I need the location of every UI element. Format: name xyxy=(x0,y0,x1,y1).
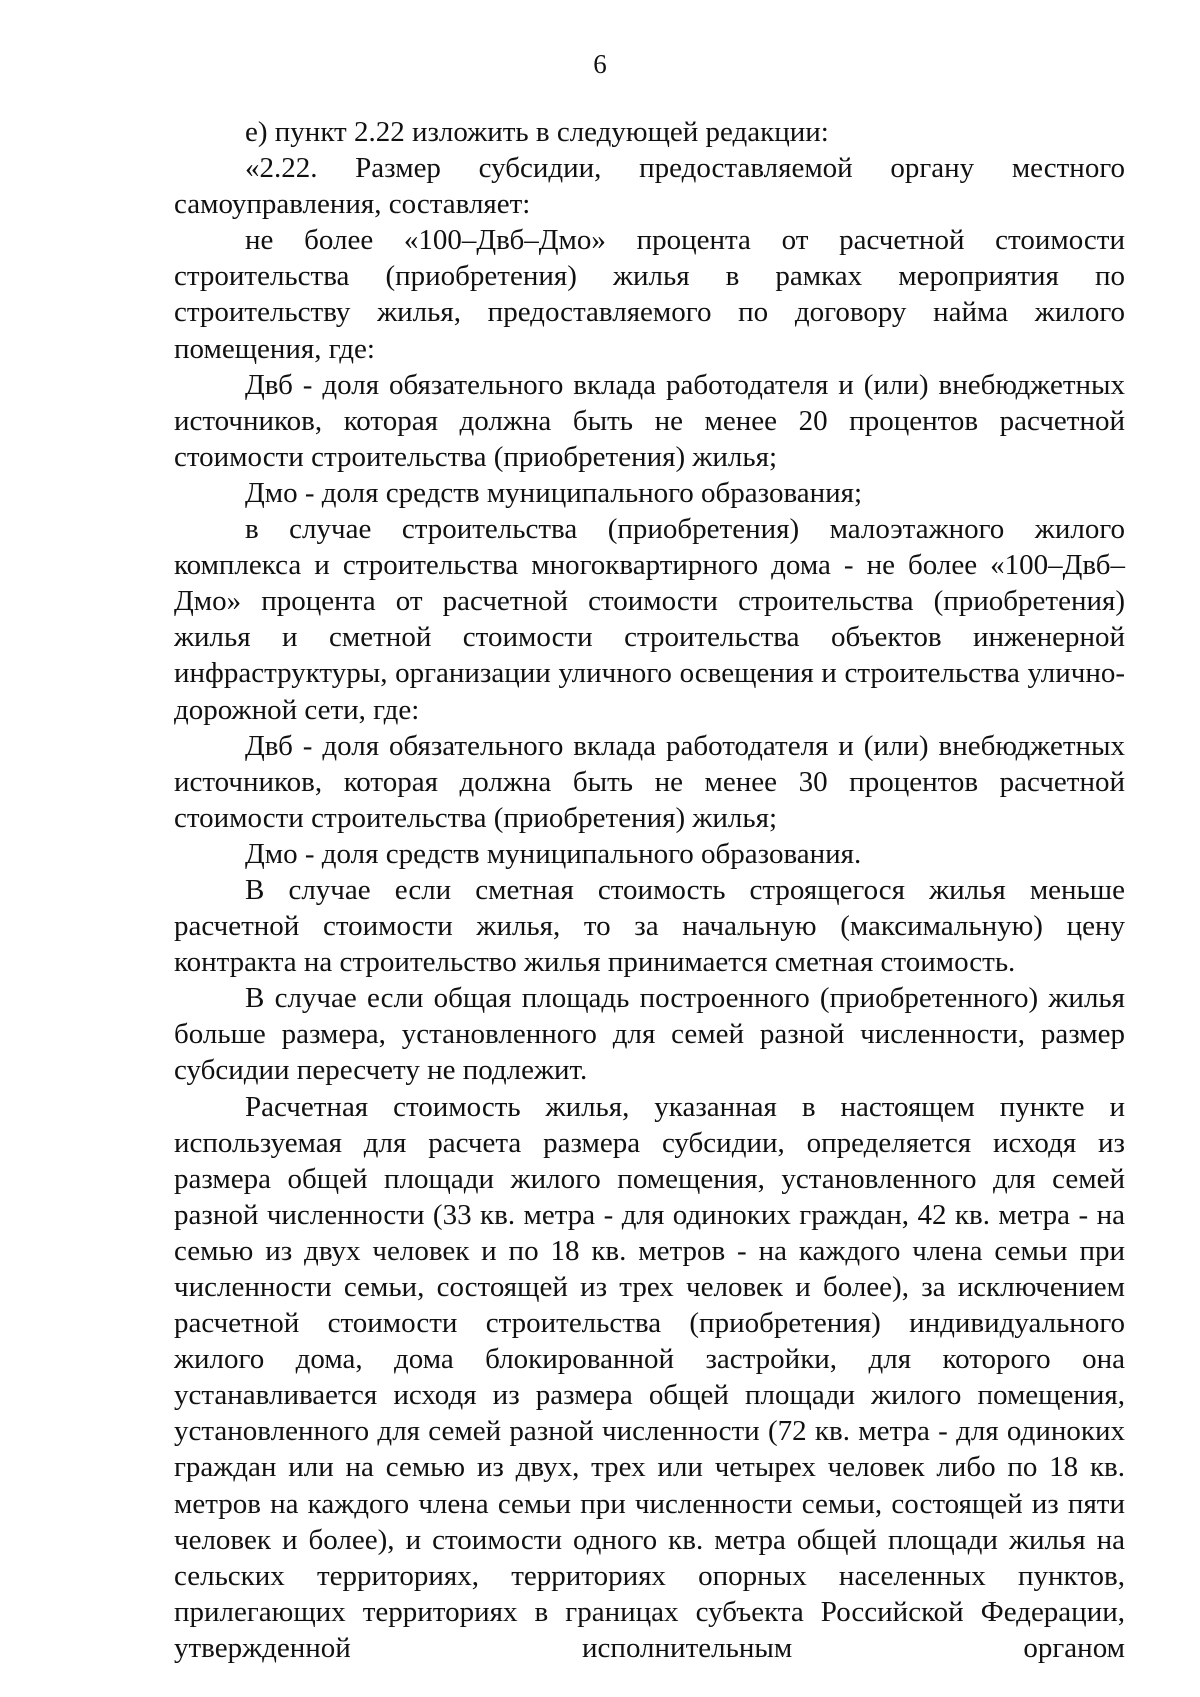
paragraph-dmo-definition-1: Дмо - доля средств муниципального образования; xyxy=(245,476,863,509)
paragraph-amendment-intro: е) пункт 2.22 изложить в следующей редакции: xyxy=(245,116,829,148)
paragraph-subsidy-rental-housing: не более «100–Двб–Дмо» процента от расчетной стоимости строительства (приобретения) жилья в рамках мероприятия по строительству жилья, предоставляемого по договору найма жилого помещения, где: xyxy=(174,224,1125,365)
paragraph-subsidy-size-heading: «2.22. Размер субсидии, предоставляемой органу местного самоуправления, составляет: xyxy=(174,152,1125,221)
paragraph-dvb-definition-30: Двб - доля обязательного вклада работодателя и (или) внебюджетных источников, которая должна быть не менее 30 процентов расчетной стоимости строительства (приобретения) жилья; xyxy=(174,729,1125,834)
page-number: 6 xyxy=(593,49,607,79)
paragraph-calculated-cost: Расчетная стоимость жилья, указанная в настоящем пункте и используемая для расчета размера субсидии, определяется исходя из размера общей площади жилого помещения, установленного для семей разной численности (33 кв. метра - для одиноких граждан, 42 кв. метра - на семью из двух человек и по 18 кв. метров - на каждого члена семьи при численности семьи, состоящей из трех человек и более), за исключением расчетной стоимости строительства (приобретения) индивидуального жилого дома, дома блокированной застройки, для которого она устанавливается исходя из размера общей площади жилого помещения, установленного для семей разной численности (72 кв. метра - для одиноких граждан или на семью из двух, трех или четырех человек либо по 18 кв. метров на каждого члена семьи при численности семьи, состоящей из пяти человек и более), и стоимости одного кв. метра общей площади жилья на сельских территориях, территориях опорных населенных пунктов, прилегающих территориях в границах субъекта Российской Федерации, утвержденной исполнительным органом xyxy=(174,1090,1125,1664)
paragraph-dmo-definition-2: Дмо - доля средств муниципального образования. xyxy=(245,837,862,870)
paragraph-estimated-cost: В случае если сметная стоимость строящегося жилья меньше расчетной стоимости жилья, то за начальную (максимальную) цену контракта на строительство жилья принимается сметная стоимость. xyxy=(174,873,1125,979)
paragraph-dvb-definition-20: Двб - доля обязательного вклада работодателя и (или) внебюджетных источников, которая должна быть не менее 20 процентов расчетной стоимости строительства (приобретения) жилья; xyxy=(174,368,1125,473)
paragraph-low-rise-complex: в случае строительства (приобретения) малоэтажного жилого комплекса и строительства многоквартирного дома - не более «100–Двб–Дмо» процента от расчетной стоимости строительства (приобретения) жилья и сметной стоимости строительства объектов инженерной инфраструктуры, организации уличного освещения и строительства улично-дорожной сети, где: xyxy=(174,513,1125,726)
paragraph-area-exceeds: В случае если общая площадь построенного (приобретенного) жилья больше размера, установленного для семей разной численности, размер субсидии пересчету не подлежит. xyxy=(174,982,1125,1087)
document-body xyxy=(174,114,1125,1666)
